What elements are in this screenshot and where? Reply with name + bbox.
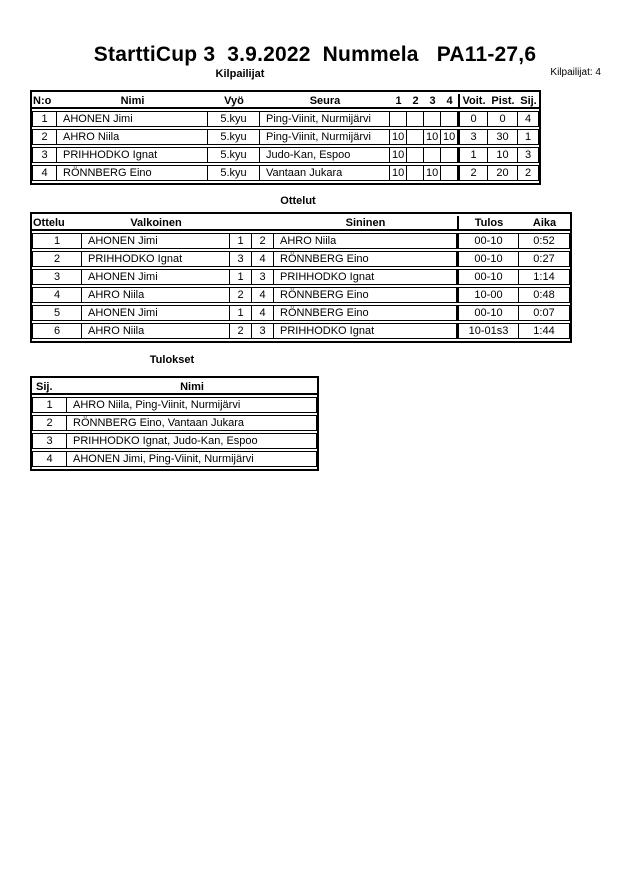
col-header-white: Valkoinen bbox=[82, 216, 230, 231]
col-header-points: Pist. bbox=[488, 94, 518, 109]
blue-player: PRIHHODKO Ignat bbox=[274, 323, 457, 339]
col-header-score3: 3 bbox=[424, 94, 441, 109]
col-header-time: Aika bbox=[519, 216, 570, 231]
matches-section-title: Ottelut bbox=[280, 195, 316, 207]
blue-player-no: 4 bbox=[252, 287, 274, 303]
match-result: 00-10 bbox=[457, 233, 519, 249]
wins: 3 bbox=[458, 129, 488, 145]
match-result: 00-10 bbox=[457, 305, 519, 321]
results-section-title: Tulokset bbox=[149, 354, 195, 366]
col-header-score2: 2 bbox=[407, 94, 424, 109]
table-row bbox=[32, 251, 570, 267]
white-player: AHONEN Jimi bbox=[82, 269, 230, 285]
match-result: 10-01s3 bbox=[457, 323, 519, 339]
match-time: 0:07 bbox=[519, 305, 570, 321]
rank: 1 bbox=[518, 129, 539, 145]
blue-player: AHRO Niila bbox=[274, 233, 457, 249]
col-header-name: Nimi bbox=[57, 94, 208, 109]
score-4 bbox=[441, 165, 458, 181]
blue-player: RÖNNBERG Eino bbox=[274, 251, 457, 267]
competitors-section-title: Kilpailijat bbox=[215, 68, 265, 80]
competitors-table bbox=[30, 90, 541, 185]
wins: 1 bbox=[458, 147, 488, 163]
blue-player: RÖNNBERG Eino bbox=[274, 305, 457, 321]
results-header-row bbox=[32, 380, 317, 395]
match-no: 2 bbox=[32, 251, 82, 267]
blue-player-no: 4 bbox=[252, 251, 274, 267]
col-header-belt: Vyö bbox=[208, 94, 260, 109]
final-rank: 4 bbox=[32, 451, 67, 467]
col-header-match-no: Ottelu bbox=[32, 216, 82, 231]
score-1: 10 bbox=[390, 129, 407, 145]
col-header-score1: 1 bbox=[390, 94, 407, 109]
white-player-no: 2 bbox=[230, 323, 252, 339]
score-1 bbox=[390, 111, 407, 127]
col-header-rank: Sij. bbox=[518, 94, 539, 109]
blue-player: PRIHHODKO Ignat bbox=[274, 269, 457, 285]
table-row bbox=[32, 323, 570, 339]
col-header-rank: Sij. bbox=[32, 380, 67, 395]
score-2 bbox=[407, 111, 424, 127]
table-row bbox=[32, 269, 570, 285]
col-header-name: Nimi bbox=[67, 380, 317, 395]
blue-player: RÖNNBERG Eino bbox=[274, 287, 457, 303]
competitor-name: PRIHHODKO Ignat bbox=[57, 147, 208, 163]
white-player: AHONEN Jimi bbox=[82, 305, 230, 321]
table-row bbox=[32, 111, 539, 127]
competitor-no: 3 bbox=[32, 147, 57, 163]
competitor-name: AHONEN Jimi bbox=[57, 111, 208, 127]
competitor-club: Judo-Kan, Espoo bbox=[260, 147, 390, 163]
competitor-belt: 5.kyu bbox=[208, 147, 260, 163]
points: 30 bbox=[488, 129, 518, 145]
table-row bbox=[32, 415, 317, 431]
score-1: 10 bbox=[390, 165, 407, 181]
match-time: 1:14 bbox=[519, 269, 570, 285]
white-player-no: 1 bbox=[230, 233, 252, 249]
wins: 2 bbox=[458, 165, 488, 181]
competitor-name: AHRO Niila bbox=[57, 129, 208, 145]
competitor-club: Ping-Viinit, Nurmijärvi bbox=[260, 111, 390, 127]
blue-player-no: 3 bbox=[252, 323, 274, 339]
score-1: 10 bbox=[390, 147, 407, 163]
table-row bbox=[32, 433, 317, 449]
col-header-wins: Voit. bbox=[458, 94, 488, 109]
table-row bbox=[32, 233, 570, 249]
white-player: PRIHHODKO Ignat bbox=[82, 251, 230, 267]
match-time: 0:48 bbox=[519, 287, 570, 303]
points: 0 bbox=[488, 111, 518, 127]
final-name: AHONEN Jimi, Ping-Viinit, Nurmijärvi bbox=[67, 451, 317, 467]
match-result: 00-10 bbox=[457, 269, 519, 285]
rank: 3 bbox=[518, 147, 539, 163]
match-time: 0:52 bbox=[519, 233, 570, 249]
table-row bbox=[32, 451, 317, 467]
match-no: 1 bbox=[32, 233, 82, 249]
score-4 bbox=[441, 111, 458, 127]
col-header-club: Seura bbox=[260, 94, 390, 109]
matches-header-row bbox=[32, 216, 570, 231]
competitor-club: Vantaan Jukara bbox=[260, 165, 390, 181]
score-3 bbox=[424, 111, 441, 127]
final-results-table bbox=[30, 376, 319, 471]
rank: 2 bbox=[518, 165, 539, 181]
white-player-no: 1 bbox=[230, 305, 252, 321]
col-header-blue-no bbox=[252, 216, 274, 231]
score-3 bbox=[424, 147, 441, 163]
match-no: 4 bbox=[32, 287, 82, 303]
col-header-white-no bbox=[230, 216, 252, 231]
table-row bbox=[32, 129, 539, 145]
points: 10 bbox=[488, 147, 518, 163]
blue-player-no: 4 bbox=[252, 305, 274, 321]
match-no: 5 bbox=[32, 305, 82, 321]
table-row bbox=[32, 287, 570, 303]
competitor-name: RÖNNBERG Eino bbox=[57, 165, 208, 181]
table-row bbox=[32, 397, 317, 413]
match-no: 3 bbox=[32, 269, 82, 285]
white-player: AHRO Niila bbox=[82, 287, 230, 303]
match-result: 10-00 bbox=[457, 287, 519, 303]
match-no: 6 bbox=[32, 323, 82, 339]
blue-player-no: 3 bbox=[252, 269, 274, 285]
points: 20 bbox=[488, 165, 518, 181]
match-result: 00-10 bbox=[457, 251, 519, 267]
white-player-no: 3 bbox=[230, 251, 252, 267]
table-row bbox=[32, 147, 539, 163]
rank: 4 bbox=[518, 111, 539, 127]
score-4 bbox=[441, 147, 458, 163]
competitors-count-label: Kilpailijat: 4 bbox=[550, 67, 601, 78]
competitors-header-row bbox=[32, 94, 539, 109]
white-player: AHRO Niila bbox=[82, 323, 230, 339]
score-2 bbox=[407, 165, 424, 181]
col-header-blue: Sininen bbox=[274, 216, 457, 231]
competitor-belt: 5.kyu bbox=[208, 165, 260, 181]
blue-player-no: 2 bbox=[252, 233, 274, 249]
col-header-score4: 4 bbox=[441, 94, 458, 109]
matches-table bbox=[30, 212, 572, 343]
competitor-no: 4 bbox=[32, 165, 57, 181]
white-player-no: 2 bbox=[230, 287, 252, 303]
table-row bbox=[32, 305, 570, 321]
match-time: 0:27 bbox=[519, 251, 570, 267]
competitor-club: Ping-Viinit, Nurmijärvi bbox=[260, 129, 390, 145]
final-name: PRIHHODKO Ignat, Judo-Kan, Espoo bbox=[67, 433, 317, 449]
score-2 bbox=[407, 129, 424, 145]
final-name: AHRO Niila, Ping-Viinit, Nurmijärvi bbox=[67, 397, 317, 413]
score-3: 10 bbox=[424, 129, 441, 145]
score-4: 10 bbox=[441, 129, 458, 145]
competitor-no: 2 bbox=[32, 129, 57, 145]
final-name: RÖNNBERG Eino, Vantaan Jukara bbox=[67, 415, 317, 431]
col-header-no: N:o bbox=[32, 94, 57, 109]
score-3: 10 bbox=[424, 165, 441, 181]
page-title: StarttiCup 3 3.9.2022 Nummela PA11-27,6 bbox=[93, 43, 537, 66]
col-header-result: Tulos bbox=[457, 216, 519, 231]
competitor-belt: 5.kyu bbox=[208, 129, 260, 145]
wins: 0 bbox=[458, 111, 488, 127]
white-player-no: 1 bbox=[230, 269, 252, 285]
competitor-no: 1 bbox=[32, 111, 57, 127]
table-row bbox=[32, 165, 539, 181]
score-2 bbox=[407, 147, 424, 163]
white-player: AHONEN Jimi bbox=[82, 233, 230, 249]
final-rank: 2 bbox=[32, 415, 67, 431]
final-rank: 1 bbox=[32, 397, 67, 413]
match-time: 1:44 bbox=[519, 323, 570, 339]
competitor-belt: 5.kyu bbox=[208, 111, 260, 127]
final-rank: 3 bbox=[32, 433, 67, 449]
